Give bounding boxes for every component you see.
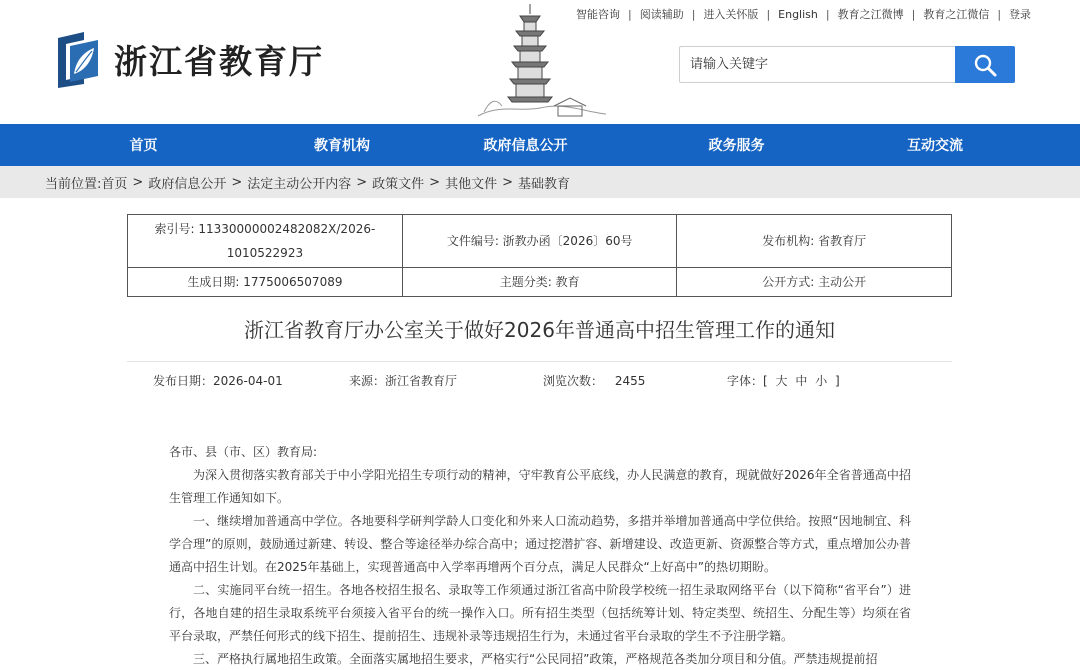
link-divider: | (766, 7, 771, 21)
paragraph: 为深入贯彻落实教育部关于中小学阳光招生专项行动的精神，守牢教育公平底线，办人民满意的教育，现就做好2026年全省普通高中招生管理工作通知如下。 (169, 468, 911, 505)
nav-interaction[interactable]: 互动交流 (907, 138, 963, 154)
link-divider: | (628, 7, 632, 21)
link-smart-consult[interactable]: 智能咨询 (576, 8, 620, 21)
breadcrumb-item[interactable]: 基础教育 (518, 176, 571, 192)
search-box (679, 46, 1015, 83)
breadcrumb-separator: > (231, 174, 243, 190)
table-row (128, 268, 952, 297)
top-links-bar (576, 6, 1031, 22)
article-body (169, 441, 911, 670)
meta-doc-no: 文件编号: 浙教办函〔2026〕60号 (402, 215, 677, 268)
link-reading-aid[interactable]: 阅读辅助 (639, 8, 684, 21)
meta-created-date: 生成日期: 1775006507089 (128, 268, 403, 297)
breadcrumb-item[interactable]: 首页 (101, 176, 128, 192)
site-header (0, 0, 1080, 124)
link-english[interactable]: English (778, 7, 818, 21)
font-size-medium-button[interactable]: 中 (795, 374, 808, 388)
view-count-label: 浏览次数： (543, 374, 604, 388)
publish-date: 发布日期：2026-04-01 (153, 374, 283, 388)
nav-institutions[interactable]: 教育机构 (314, 138, 370, 154)
article-title: 浙江省教育厅办公室关于做好2026年普通高中招生管理工作的通知 (244, 318, 835, 342)
font-size-large-button[interactable]: 大 (775, 374, 788, 388)
breadcrumb-separator: > (502, 174, 513, 190)
link-weibo[interactable]: 教育之江微博 (837, 8, 904, 21)
link-divider: | (911, 7, 916, 21)
salutation: 各市、县（市、区）教育局: (169, 445, 318, 459)
nav-home[interactable]: 首页 (129, 138, 158, 154)
breadcrumb-item[interactable]: 其他文件 (445, 176, 498, 192)
breadcrumb-separator: > (132, 174, 144, 190)
breadcrumb-prefix: 当前位置: (45, 176, 102, 192)
breadcrumb (0, 166, 1080, 198)
paragraph: 三、严格执行属地招生政策。全面落实属地招生要求，严格实行“公民同招”政策，严格规范各类加分项目和分值。严禁违规提前招 (193, 652, 878, 666)
breadcrumb-item[interactable]: 政策文件 (372, 176, 425, 192)
meta-topic: 主题分类: 教育 (402, 268, 677, 297)
site-logo[interactable] (52, 30, 324, 88)
paragraph: 二、实施同平台统一招生。各地各校招生报名、录取等工作须通过浙江省高中阶段学校统一招生录取网络平台（以下简称“省平台”）进行，各地自建的招生录取系统平台须接入省平台的统一操作入口。所有招生类型（包括统筹计划、特定类型、统招生、分配生等）均须在省平台录取，严禁任何形式的线下招生、提前招生、违规补录等违规招生行为，未通过省平台录取的学生不予注册学籍。 (169, 583, 911, 643)
font-size-bracket: ] (835, 374, 840, 388)
meta-open-mode: 公开方式: 主动公开 (677, 268, 952, 297)
nav-gov-info[interactable]: 政府信息公开 (483, 138, 568, 154)
link-login[interactable]: 登录 (1009, 8, 1032, 21)
link-wechat[interactable]: 教育之江微信 (923, 8, 990, 21)
search-button[interactable] (955, 46, 1015, 83)
breadcrumb-item[interactable]: 法定主动公开内容 (247, 176, 352, 192)
breadcrumb-separator: > (429, 174, 441, 190)
search-icon (973, 53, 997, 77)
breadcrumb-separator: > (356, 174, 368, 190)
view-count-value: 2455 (614, 374, 646, 388)
font-size-small-button[interactable]: 小 (815, 374, 828, 388)
font-size-label: 字体：[ (727, 374, 768, 388)
nav-gov-services[interactable]: 政务服务 (708, 138, 765, 154)
font-size-control (727, 372, 840, 389)
article-source: 来源：浙江省教育厅 (349, 374, 458, 388)
meta-issuer: 发布机构: 省教育厅 (677, 215, 952, 268)
link-divider: | (997, 7, 1002, 21)
title-divider (127, 361, 952, 362)
logo-emblem-icon (52, 30, 102, 88)
link-divider: | (691, 7, 696, 21)
main-nav (0, 124, 1080, 166)
search-input[interactable] (679, 46, 955, 83)
view-count (543, 372, 645, 389)
site-name: 浙江省教育厅 (114, 41, 324, 81)
link-care-version[interactable]: 进入关怀版 (703, 8, 759, 21)
meta-index-no: 索引号: 11330000002482082X/2026-1010522923 (128, 215, 403, 268)
document-meta-table (127, 214, 952, 297)
table-row (128, 215, 952, 268)
breadcrumb-item[interactable]: 政府信息公开 (148, 176, 227, 192)
link-divider: | (825, 7, 830, 21)
paragraph: 一、继续增加普通高中学位。各地要科学研判学龄人口变化和外来人口流动趋势，多措并举增加普通高中学位供给。按照“因地制宜、科学合理”的原则，鼓励通过新建、转设、整合等途径举办综合高中；通过挖潜扩容、新增建设、改造更新、资源整合等方式，重点增加公办普通高中招生计划。在2025年基础上，实现普通高中入学率再增两个百分点，满足人民群众“上好高中”的热切期盼。 (169, 514, 911, 574)
